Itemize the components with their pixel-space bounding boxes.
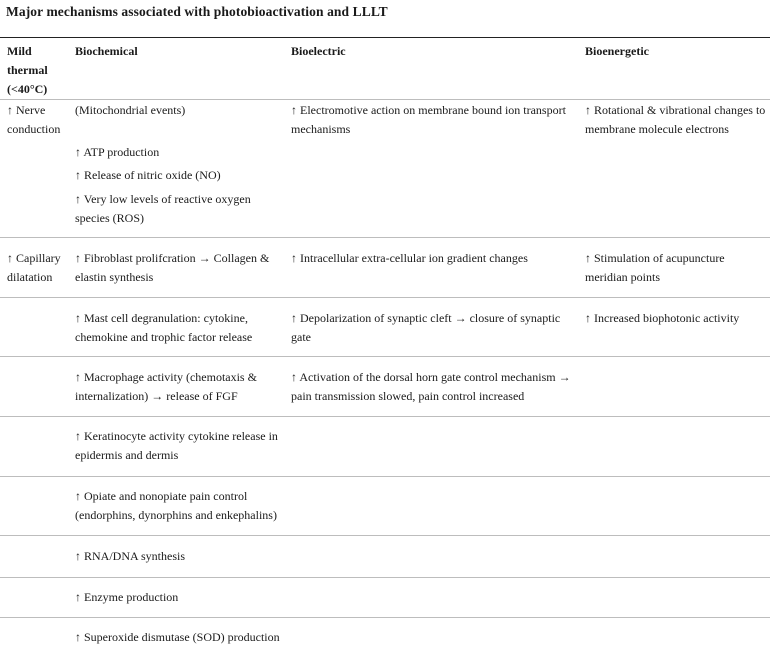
row1-biochemical: (Mitochondrial events): [75, 103, 186, 117]
table-top-rule: [0, 37, 770, 38]
row3-bioenergetic: ↑ Increased biophotonic activity: [585, 311, 740, 325]
row1-bioelectric: ↑ Electromotive action on membrane bound ion transport mechanisms: [291, 103, 566, 136]
row-rule: [0, 577, 770, 578]
row-rule: [0, 476, 770, 477]
row2-bioelectric: ↑ Intracellular extra-cellular ion gradient changes: [291, 251, 528, 265]
row9-biochemical: ↑ Superoxide dismutase (SOD) production: [75, 630, 280, 644]
row2-bioenergetic: ↑ Stimulation of acupuncture meridian points: [585, 251, 725, 284]
header-rule: [0, 99, 770, 100]
row3-biochemical: ↑ Mast cell degranulation: cytokine, chemokine and trophic factor release: [75, 311, 253, 344]
row-rule: [0, 356, 770, 357]
row2-biochemical: ↑ Fibroblast prolifcration → Collagen & elastin synthesis: [75, 251, 270, 284]
row4-bioelectric: ↑ Activation of the dorsal horn gate control mechanism → pain transmission slowed, pain control increased: [291, 370, 571, 403]
header-mild-thermal: Mild thermal (<40°C): [7, 44, 48, 96]
row8-biochemical: ↑ Enzyme production: [75, 590, 179, 604]
header-bioelectric: Bioelectric: [291, 44, 346, 58]
row3-bioelectric: ↑ Depolarization of synaptic cleft → closure of synaptic gate: [291, 311, 561, 344]
header-bioenergetic: Bioenergetic: [585, 44, 649, 58]
row-rule: [0, 297, 770, 298]
row-rule: [0, 237, 770, 238]
row-rule: [0, 535, 770, 536]
row1-bioenergetic: ↑ Rotational & vibrational changes to membrane molecule electrons: [585, 103, 766, 136]
row6-biochemical: ↑ Opiate and nonopiate pain control (endorphins, dynorphins and enkephalins): [75, 489, 277, 522]
row1-biochemical-no: ↑ Release of nitric oxide (NO): [75, 168, 221, 182]
row1-biochemical-atp: ↑ ATP production: [75, 145, 160, 159]
row4-biochemical: ↑ Macrophage activity (chemotaxis & internalization) → release of FGF: [75, 370, 257, 403]
row1-mild: ↑ Nerve conduction: [7, 103, 61, 136]
row-rule: [0, 617, 770, 618]
row1-biochemical-ros: ↑ Very low levels of reactive oxygen species (ROS): [75, 192, 251, 225]
row2-mild: ↑ Capillary dilatation: [7, 251, 61, 284]
table-title: Major mechanisms associated with photobioactivation and LLLT: [6, 4, 388, 19]
header-biochemical: Biochemical: [75, 44, 138, 58]
row-rule: [0, 416, 770, 417]
row7-biochemical: ↑ RNA/DNA synthesis: [75, 549, 186, 563]
row5-biochemical: ↑ Keratinocyte activity cytokine release in epidermis and dermis: [75, 429, 278, 462]
